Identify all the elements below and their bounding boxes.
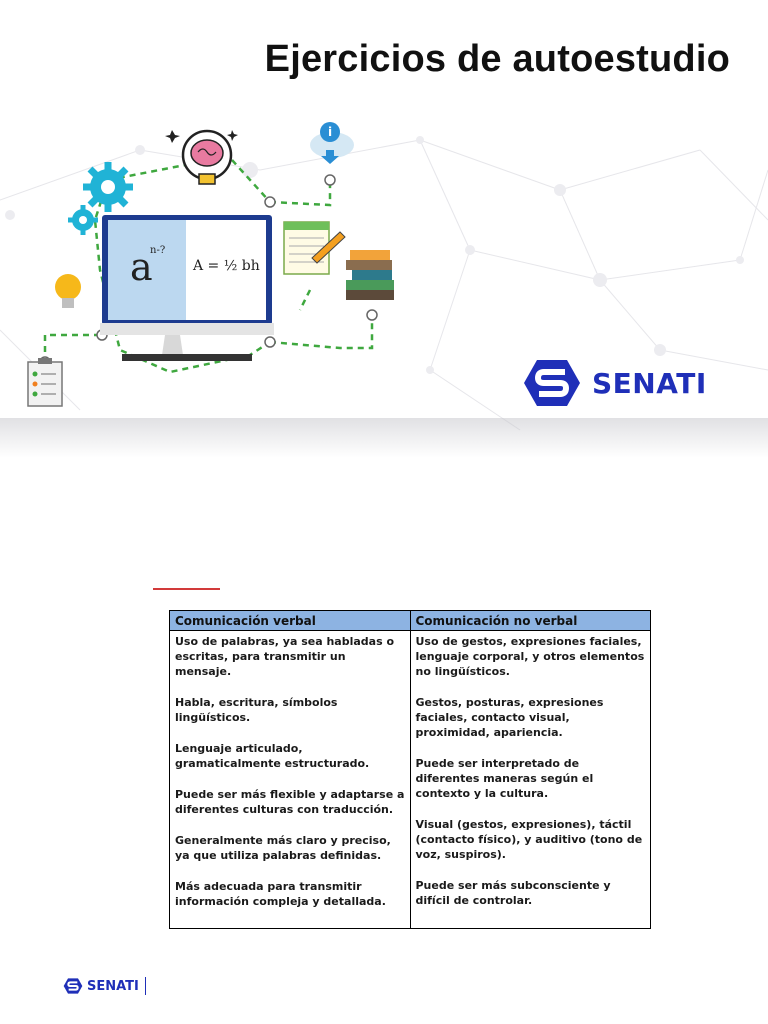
list-item: Uso de gestos, expresiones faciales, lenguaje corporal, y otros elementos no lingüísticos. (415, 635, 645, 678)
svg-text:A = ½ bh: A = ½ bh (193, 258, 260, 274)
senati-logo-icon (63, 977, 83, 995)
senati-logo-icon (522, 358, 582, 408)
list-item: Puede ser más flexible y adaptarse a diferentes culturas con traducción. (175, 788, 405, 816)
list-item: Gestos, posturas, expresiones faciales, contacto visual, proximidad, apariencia. (415, 696, 604, 739)
footer-divider (145, 977, 146, 995)
footer-logo (63, 977, 146, 995)
info-cloud-icon (310, 122, 354, 164)
table-row (170, 631, 651, 929)
list-item: Puede ser más subconsciente y difícil de controlar. (415, 879, 611, 907)
svg-text:n-?: n-? (150, 245, 166, 256)
books-icon (346, 250, 394, 300)
svg-text:i: i (327, 125, 333, 139)
hero-shadow (0, 418, 768, 458)
cell-no-verbal (410, 631, 651, 929)
cell-verbal (170, 631, 411, 929)
list-item: Puede ser interpretado de diferentes maneras según el contexto y la cultura. (415, 757, 594, 800)
list-item: Más adecuada para transmitir información compleja y detallada. (175, 880, 386, 908)
checklist-icon (28, 358, 62, 406)
footer-brand-text: SENATI (87, 978, 139, 994)
list-item: Uso de palabras, ya sea habladas o escritas, para transmitir un mensaje. (175, 635, 395, 678)
header-no-verbal: Comunicación no verbal (410, 611, 651, 631)
hero-illustration (0, 110, 768, 465)
red-underline-mark (153, 588, 220, 590)
lightbulb-icon (55, 274, 81, 308)
list-item: Visual (gestos, expresiones), táctil (contacto físico), y auditivo (tono de voz, suspiros). (415, 818, 643, 861)
page-title: Ejercicios de autoestudio (264, 38, 730, 80)
notepad-icon (284, 222, 345, 274)
svg-text:a: a (130, 245, 153, 289)
list-item: Generalmente más claro y preciso, ya que utiliza palabras definidas. (175, 834, 391, 862)
comparison-table (169, 610, 651, 929)
senati-logo (522, 358, 707, 408)
brain-bulb-icon (165, 130, 238, 184)
monitor-illustration (100, 215, 274, 361)
list-item: Lenguaje articulado, gramaticalmente estructurado. (175, 742, 370, 770)
list-item: Habla, escritura, símbolos lingüísticos. (175, 696, 338, 724)
senati-brand-text: SENATI (592, 366, 707, 400)
header-verbal: Comunicación verbal (170, 611, 411, 631)
table-header-row (170, 611, 651, 631)
